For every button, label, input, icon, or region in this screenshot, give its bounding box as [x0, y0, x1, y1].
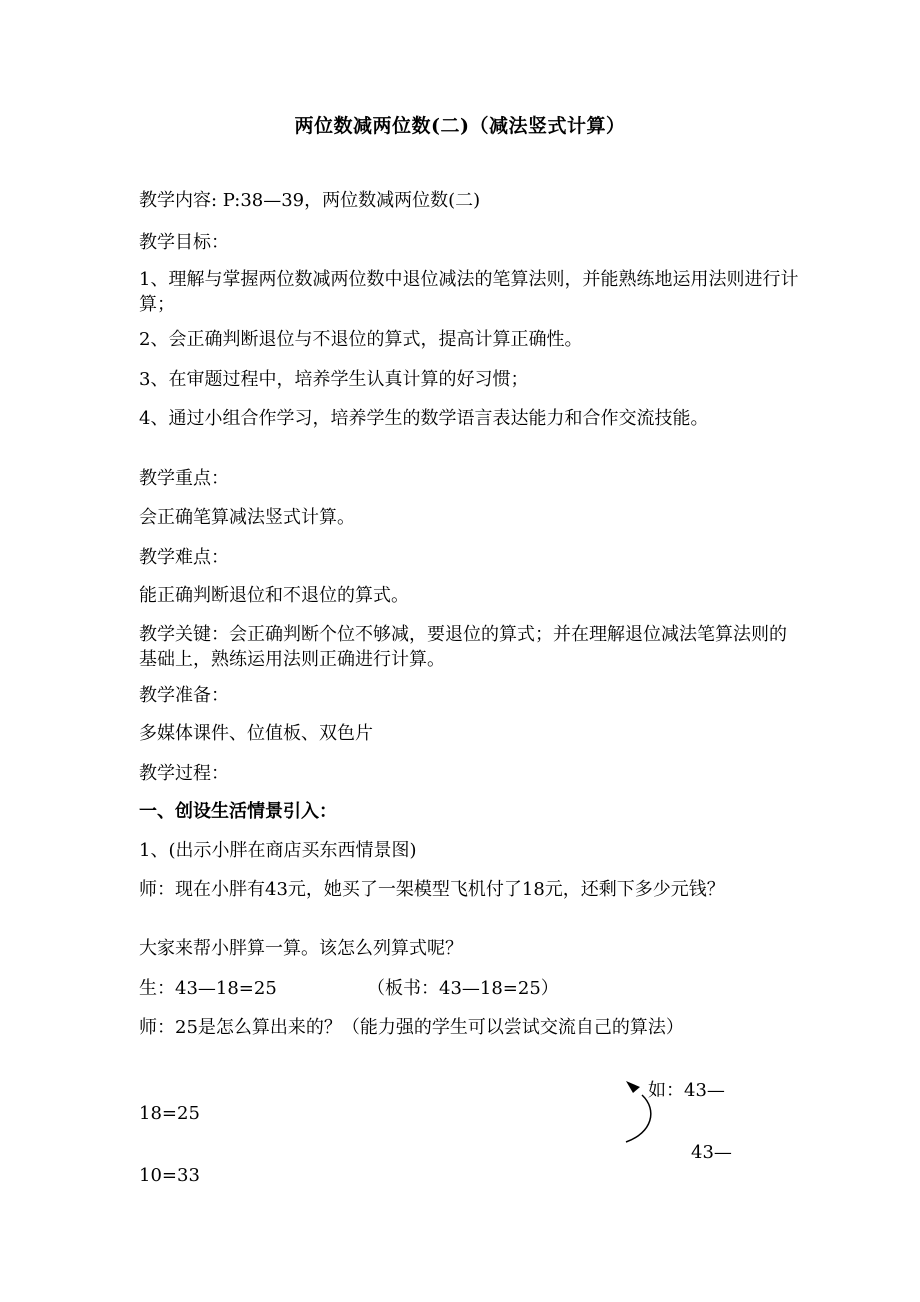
teacher-question-1: 师：现在小胖有43元，她买了一架模型飞机付了18元，还剩下多少元钱？ — [139, 879, 725, 900]
heading-preparation: 教学准备： — [139, 685, 229, 706]
heading-key-point: 教学重点： — [139, 468, 229, 489]
board-note: （板书：43—18=25） — [367, 978, 559, 999]
difficulty-text: 能正确判断退位和不退位的算式。 — [139, 585, 409, 606]
goal-1: 1、理解与掌握两位数减两位数中退位减法的笔算法则，并能熟练地运用法则进行计算； — [139, 269, 799, 315]
student-answer: 生：43—18=25 — [139, 978, 277, 999]
goal-4: 4、通过小组合作学习，培养学生的数学语言表达能力和合作交流技能。 — [139, 408, 709, 429]
teacher-question-2: 师：25是怎么算出来的？（能力强的学生可以尝试交流自己的算法） — [139, 1017, 684, 1038]
key-point-text: 会正确笔算减法竖式计算。 — [139, 507, 355, 528]
document-title: 两位数减两位数(二)（减法竖式计算） — [294, 115, 626, 137]
section-heading-1: 一、创设生活情景引入： — [139, 801, 337, 822]
prompt-text: 大家来帮小胖算一算。该怎么列算式呢？ — [139, 938, 463, 959]
key-text: 教学关键：会正确判断个位不够减，要退位的算式；并在理解退位减法笔算法则的基础上，熟练运用法则正确进行计算。 — [139, 624, 787, 670]
goal-2: 2、会正确判断退位与不退位的算式，提高计算正确性。 — [139, 329, 583, 350]
heading-teaching-goals: 教学目标： — [139, 232, 229, 253]
example-line-3: 43— — [691, 1142, 732, 1163]
heading-difficulty: 教学难点： — [139, 547, 229, 568]
heading-process: 教学过程： — [139, 763, 229, 784]
teaching-content: 教学内容: P:38—39，两位数减两位数(二) — [139, 190, 481, 211]
curved-arrow-icon — [618, 1075, 668, 1150]
example-line-2: 18=25 — [139, 1103, 200, 1124]
goal-3: 3、在审题过程中，培养学生认真计算的好习惯； — [139, 369, 529, 390]
example-line-4: 10=33 — [139, 1165, 200, 1186]
preparation-text: 多媒体课件、位值板、双色片 — [139, 723, 373, 744]
step-1: 1、(出示小胖在商店买东西情景图) — [139, 840, 417, 861]
example-line-1: 如：43— — [648, 1080, 725, 1101]
